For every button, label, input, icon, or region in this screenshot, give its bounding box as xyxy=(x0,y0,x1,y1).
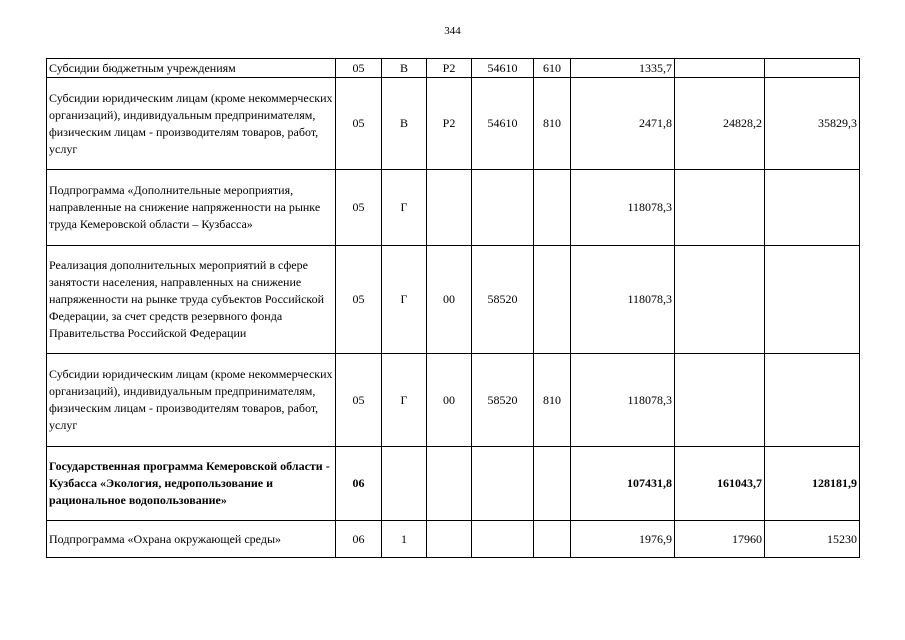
row-name: Субсидии бюджетным учреждениям xyxy=(47,59,336,78)
program-code: 1 xyxy=(382,521,427,558)
program-code: В xyxy=(382,78,427,170)
subprogram-code: Р2 xyxy=(427,59,472,78)
subprogram-code xyxy=(427,447,472,521)
row-name: Подпрограмма «Дополнительные мероприятия, направленные на снижение напряженности на рынке труда Кемеровской области – Кузбасса» xyxy=(47,170,336,246)
amount-year-1: 118078,3 xyxy=(571,170,675,246)
program-code: Г xyxy=(382,170,427,246)
row-name: Субсидии юридическим лицам (кроме некоммерческих организаций), индивидуальным предпринимателям, физическим лицам - производителям товаров, работ, услуг xyxy=(47,78,336,170)
table-row xyxy=(47,354,860,447)
amount-year-2: 17960 xyxy=(675,521,765,558)
table-row xyxy=(47,521,860,558)
table-row xyxy=(47,78,860,170)
program-code: Г xyxy=(382,246,427,354)
subprogram-code: 00 xyxy=(427,246,472,354)
section-code: 05 xyxy=(336,354,382,447)
subprogram-code xyxy=(427,170,472,246)
row-name: Государственная программа Кемеровской области - Кузбасса «Экология, недропользование и рациональное водопользование» xyxy=(47,447,336,521)
program-code xyxy=(382,447,427,521)
amount-year-3: 128181,9 xyxy=(765,447,860,521)
amount-year-1: 118078,3 xyxy=(571,246,675,354)
row-name: Реализация дополнительных мероприятий в сфере занятости населения, направленных на снижение напряженности на рынке труда субъектов Российской Федерации, за счет средств резервного фонда Правительства Российской Федерации xyxy=(47,246,336,354)
row-name: Субсидии юридическим лицам (кроме некоммерческих организаций), индивидуальным предпринимателям, физическим лицам - производителям товаров, работ, услуг xyxy=(47,354,336,447)
table-row xyxy=(47,170,860,246)
expense-type-code: 610 xyxy=(534,59,571,78)
expense-type-code: 810 xyxy=(534,354,571,447)
direction-code: 54610 xyxy=(472,59,534,78)
section-code: 05 xyxy=(336,78,382,170)
direction-code: 58520 xyxy=(472,246,534,354)
amount-year-2 xyxy=(675,246,765,354)
amount-year-3: 15230 xyxy=(765,521,860,558)
expense-type-code xyxy=(534,170,571,246)
page-number: 344 xyxy=(444,25,461,37)
amount-year-2 xyxy=(675,59,765,78)
amount-year-1: 1976,9 xyxy=(571,521,675,558)
direction-code xyxy=(472,521,534,558)
subprogram-code: 00 xyxy=(427,354,472,447)
table-row xyxy=(47,246,860,354)
subprogram-code xyxy=(427,521,472,558)
section-code: 05 xyxy=(336,170,382,246)
amount-year-1: 1335,7 xyxy=(571,59,675,78)
row-name: Подпрограмма «Охрана окружающей среды» xyxy=(47,521,336,558)
expense-type-code xyxy=(534,447,571,521)
section-code: 06 xyxy=(336,447,382,521)
table-row xyxy=(47,59,860,78)
direction-code xyxy=(472,447,534,521)
section-code: 05 xyxy=(336,59,382,78)
amount-year-1: 118078,3 xyxy=(571,354,675,447)
budget-table xyxy=(46,58,860,558)
direction-code xyxy=(472,170,534,246)
amount-year-2: 24828,2 xyxy=(675,78,765,170)
expense-type-code xyxy=(534,521,571,558)
program-code: Г xyxy=(382,354,427,447)
amount-year-3 xyxy=(765,246,860,354)
direction-code: 58520 xyxy=(472,354,534,447)
amount-year-1: 107431,8 xyxy=(571,447,675,521)
amount-year-3 xyxy=(765,59,860,78)
expense-type-code xyxy=(534,246,571,354)
program-code: В xyxy=(382,59,427,78)
section-code: 06 xyxy=(336,521,382,558)
subprogram-code: Р2 xyxy=(427,78,472,170)
section-code: 05 xyxy=(336,246,382,354)
amount-year-2 xyxy=(675,170,765,246)
amount-year-2 xyxy=(675,354,765,447)
amount-year-2: 161043,7 xyxy=(675,447,765,521)
direction-code: 54610 xyxy=(472,78,534,170)
amount-year-3 xyxy=(765,170,860,246)
expense-type-code: 810 xyxy=(534,78,571,170)
amount-year-3: 35829,3 xyxy=(765,78,860,170)
table-row xyxy=(47,447,860,521)
amount-year-3 xyxy=(765,354,860,447)
amount-year-1: 2471,8 xyxy=(571,78,675,170)
